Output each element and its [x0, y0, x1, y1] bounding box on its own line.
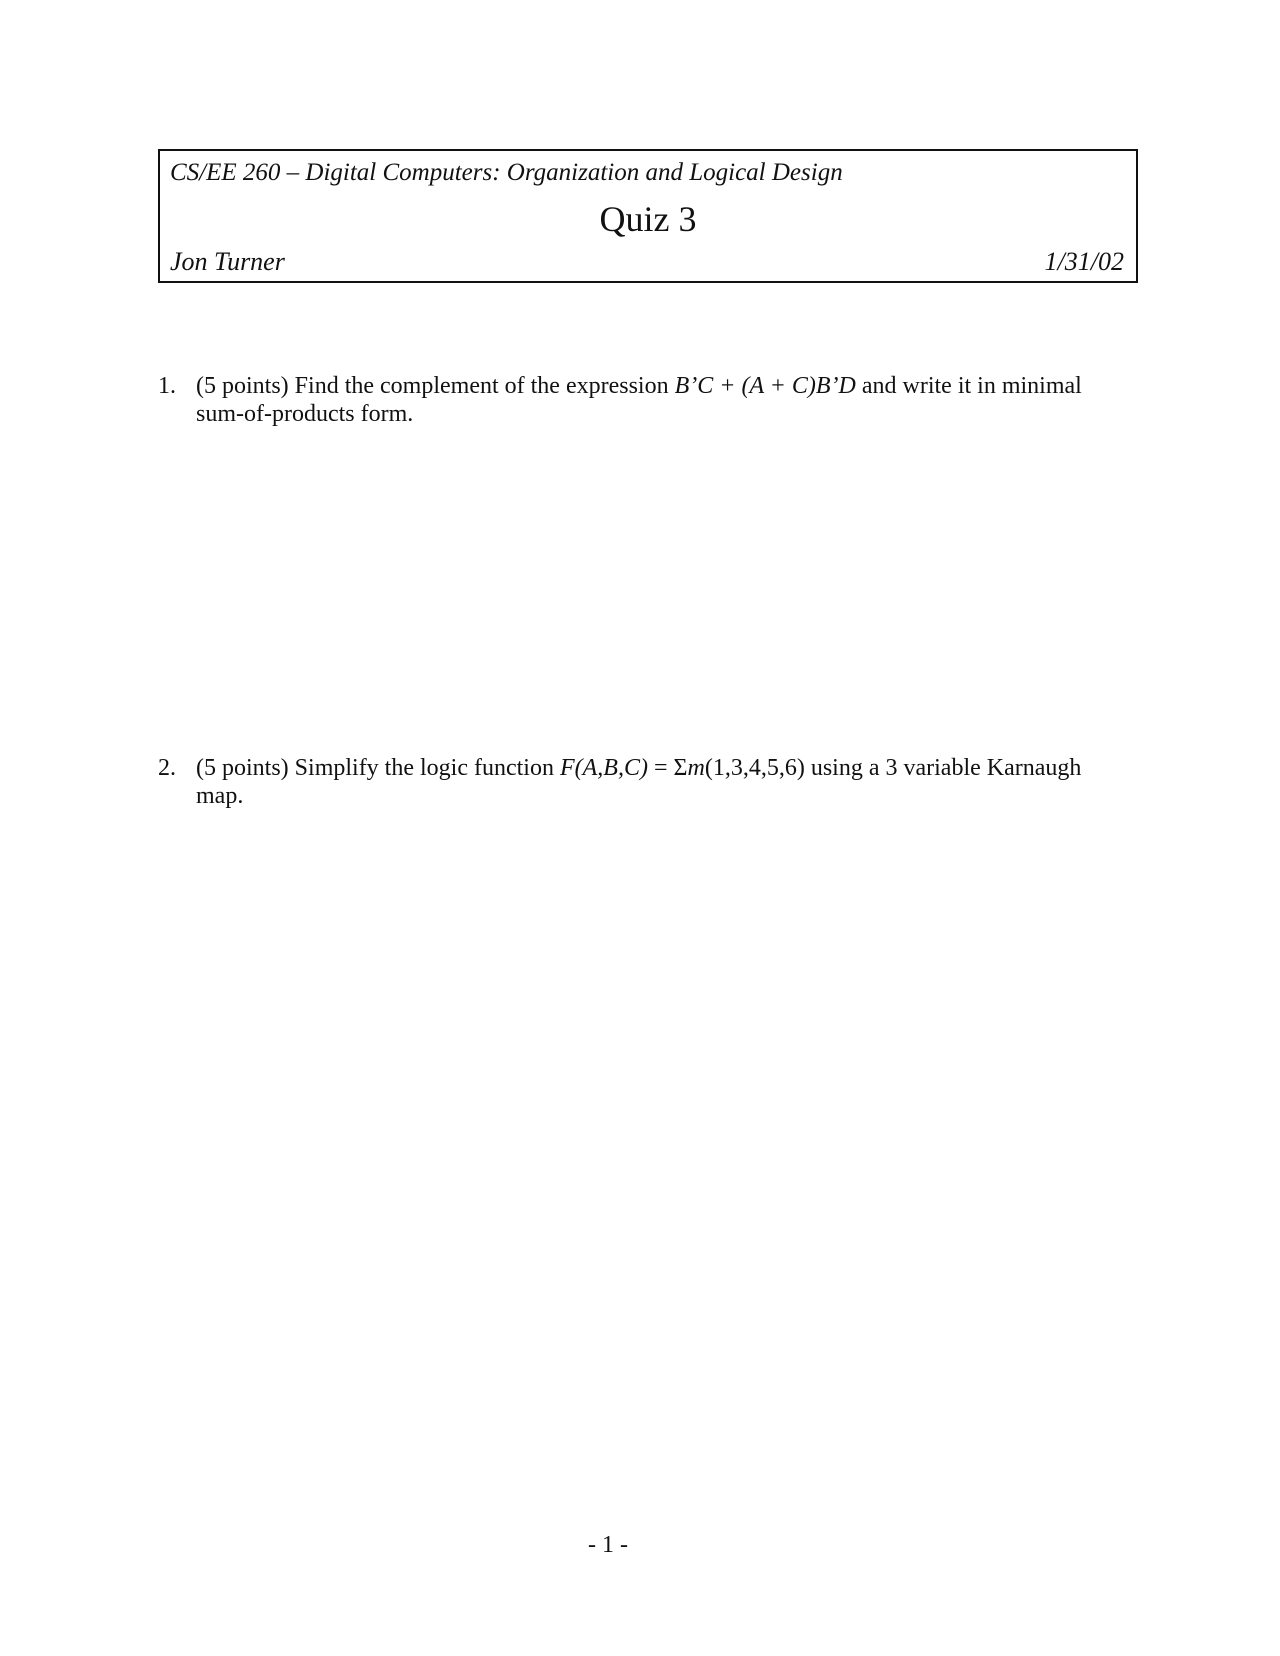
quiz-date: 1/31/02 — [1044, 247, 1124, 276]
function-signature: F(A,B,C) — [559, 755, 648, 781]
question-number: 1. — [158, 373, 176, 399]
question-prompt-end: and write it in minimal sum-of-products form. — [196, 373, 1082, 427]
question-points: (5 points) — [196, 755, 289, 781]
header-box — [158, 149, 1138, 283]
question-text — [196, 754, 1118, 810]
page-number: - 1 - — [588, 1532, 628, 1558]
question-expression: B’C + (A + C)B’D — [674, 373, 856, 399]
question-prompt: Find the complement of the expression — [294, 373, 669, 399]
quiz-title: Quiz 3 — [599, 199, 697, 239]
question-text — [196, 372, 1118, 428]
sum-symbol: = Σ — [647, 755, 688, 781]
course-title: CS/EE 260 – Digital Computers: Organization and Logical Design — [170, 159, 843, 186]
question-prompt-end: using a 3 variable Karnaugh map. — [196, 755, 1082, 809]
question-points: (5 points) — [196, 373, 289, 399]
question-number: 2. — [158, 755, 176, 781]
question-1 — [158, 372, 1118, 428]
minterm-list: (1,3,4,5,6) — [704, 755, 805, 781]
minterm-symbol: m — [687, 755, 705, 781]
question-2 — [158, 754, 1118, 810]
question-prompt: Simplify the logic function — [294, 755, 554, 781]
author-name: Jon Turner — [170, 247, 285, 276]
